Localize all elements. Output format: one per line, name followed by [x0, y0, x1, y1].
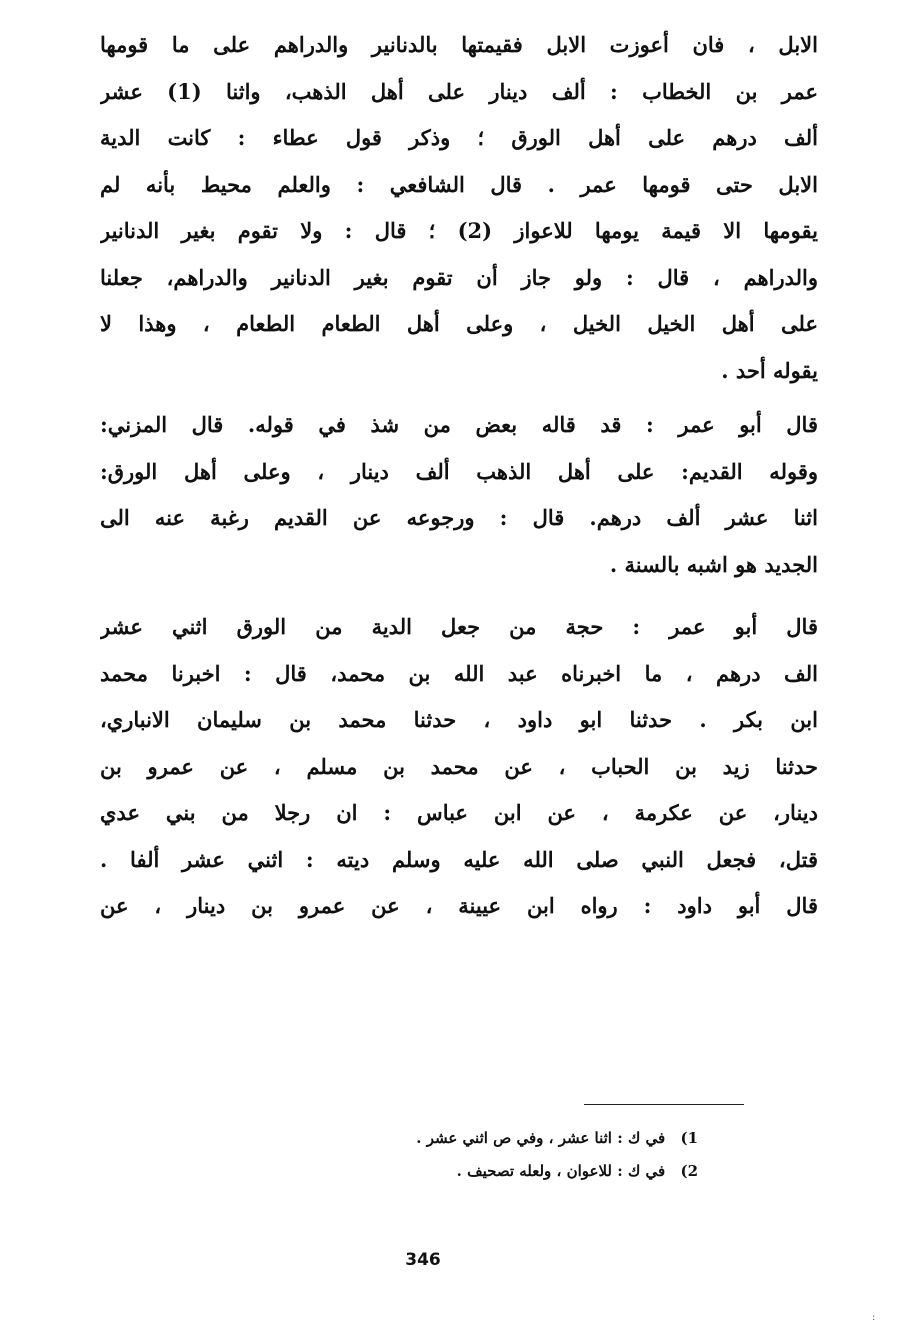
text-line: اثنا عشر ألف درهم. قال : ورجوعه عن القديم رغبة عنه الى: [100, 505, 818, 530]
text-line: قال أبو عمر : حجة من جعل الدية من الورق اثني عشر: [100, 614, 818, 639]
text-line: ابن بكر . حدثنا ابو داود ، حدثنا محمد بن سليمان الانباري،: [100, 707, 818, 732]
text-line: الف درهم ، ما اخبرناه عبد الله بن محمد، قال : اخبرنا محمد: [100, 660, 818, 686]
paragraph-1: [100, 22, 818, 394]
footnote-divider: [584, 1104, 744, 1105]
text-line: قتل، فجعل النبي صلى الله عليه وسلم ديته : اثني عشر ألفا .: [100, 846, 818, 872]
text-line: وقوله القديم: على أهل الذهب ألف دينار ، وعلى أهل الورق:: [100, 458, 818, 484]
text-line: قال أبو داود : رواه ابن عيينة ، عن عمرو بن دينار ، عن: [100, 893, 818, 918]
text-line: على أهل الخيل الخيل ، وعلى أهل الطعام الطعام ، وهذا لا: [100, 311, 818, 336]
text-line: قال أبو عمر : قد قاله بعض من شذ في قوله. قال المزني:: [100, 412, 818, 437]
text-line: يقومها الا قيمة يومها للاعواز (2) ؛ قال : ولا تقوم بغير الدنانير: [100, 218, 818, 243]
text-line: الابل حتى قومها عمر . قال الشافعي : والعلم محيط بأنه لم: [100, 171, 818, 197]
footnote-2: [300, 1155, 698, 1188]
text-line: حدثنا زيد بن الحباب ، عن محمد بن مسلم ، عن عمرو بن: [100, 753, 818, 779]
text-line: ألف درهم على أهل الورق ؛ وذكر قول عطاء : كانت الدية: [100, 125, 818, 150]
footnotes: [300, 1122, 698, 1188]
paragraph-2: [100, 402, 818, 588]
footnote-number: 2): [680, 1162, 698, 1180]
footnote-text: في ك : للاعوان ، ولعله تصحيف .: [456, 1162, 666, 1180]
text-line: الابل ، فان أعوزت الابل فقيمتها بالدنانير والدراهم على ما قومها: [100, 32, 818, 57]
text-line: عمر بن الخطاب : ألف دينار على أهل الذهب، واثنا (1) عشر: [100, 78, 818, 104]
text-line: يقوله أحد .: [721, 357, 818, 383]
page-number: 346: [405, 1250, 441, 1270]
footnote-number: 1): [680, 1129, 698, 1147]
text-line: الجديد هو اشبه بالسنة .: [609, 551, 818, 577]
footnote-text: في ك : اثنا عشر ، وفي ص اثني عشر .: [416, 1129, 666, 1147]
text-line: والدراهم ، قال : ولو جاز أن تقوم بغير الدنانير والدراهم، جعلنا: [100, 264, 818, 290]
footnote-1: [300, 1122, 698, 1155]
paragraph-3: [100, 604, 818, 930]
text-line: دينار، عن عكرمة ، عن ابن عباس : ان رجلا من بني عدي: [100, 800, 818, 825]
edge-mark: :: [872, 1312, 876, 1323]
